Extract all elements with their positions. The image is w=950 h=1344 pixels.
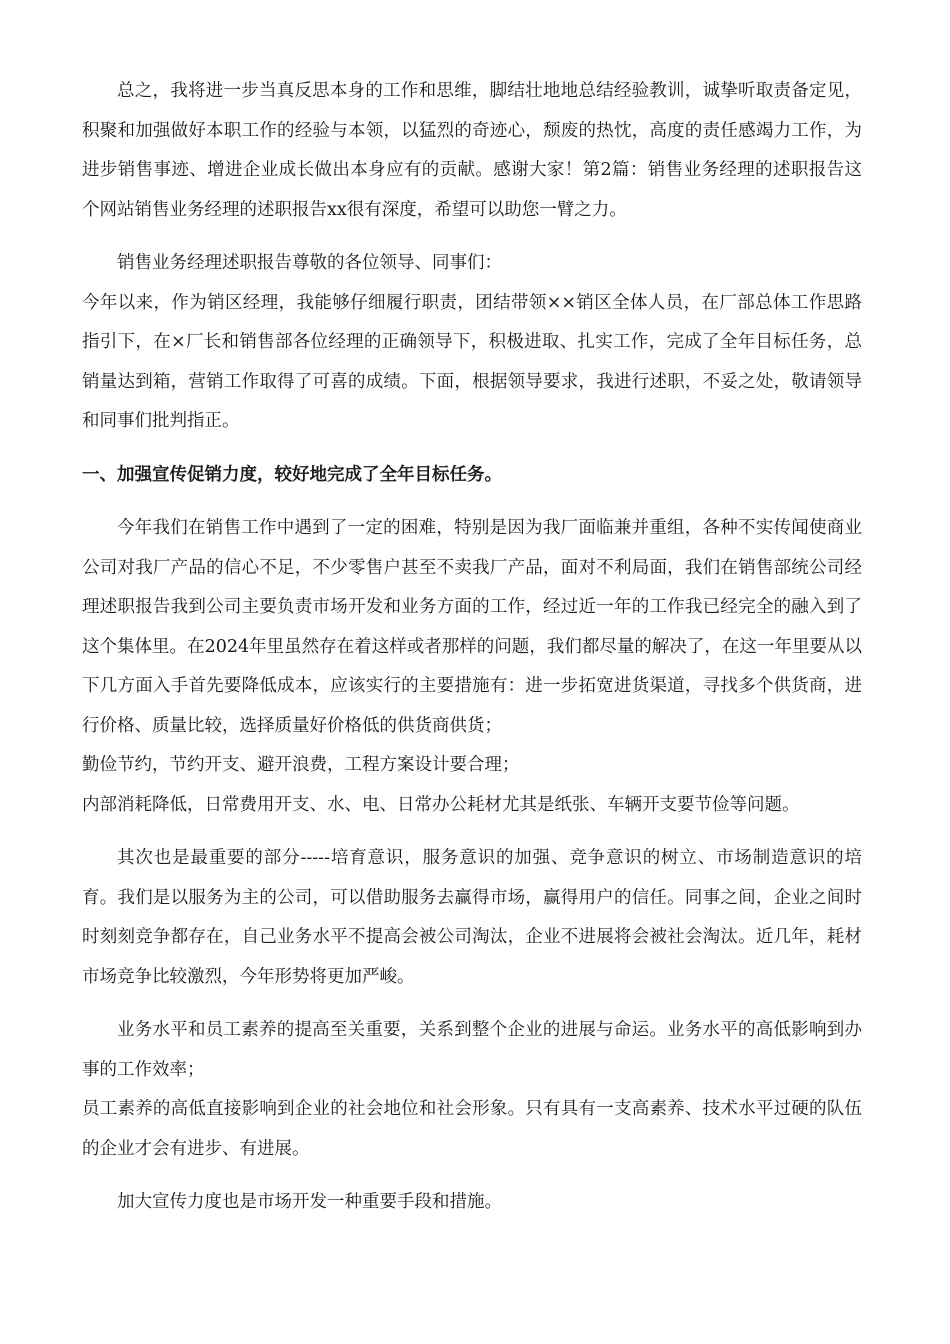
paragraph: 今年以来，作为销区经理，我能够仔细履行职责，团结带领××销区全体人员，在厂部总体工作思路指引下，在×厂长和销售部各位经理的正确领导下，积极进取、扎实工作，完成了全年目标任务，总销量达到箱，营销工作取得了可喜的成绩。下面，根据领导要求，我进行述职，不妥之处，敬请领导和同事们批判指正。 xyxy=(82,292,862,431)
paragraph: 今年我们在销售工作中遇到了一定的困难，特别是因为我厂面临兼并重组，各种不实传闻使商业公司对我厂产品的信心不足，不少零售户甚至不卖我厂产品，面对不利局面，我们在销售部统公司经理述职报告我到公司主要负责市场开发和业务方面的工作，经过近一年的工作我已经完全的融入到了这个集体里。在2024年里虽然存在着这样或者那样的问题，我们都尽量的解决了，在这一年里要从以下几方面入手首先要降低成本，应该实行的主要措施有：进一步拓宽进货渠道，寻找多个供货商，进行价格、质量比较，选择质量好价格低的供货商供货； xyxy=(82,518,862,736)
paragraph: 其次也是最重要的部分-----培育意识，服务意识的加强、竞争意识的树立、市场制造意识的培育。我们是以服务为主的公司，可以借助服务去赢得市场，赢得用户的信任。同事之间，企业之间时时刻刻竞争都存在，自己业务水平不提高会被公司淘汰，企业不进展将会被社会淘汰。近几年，耗材市场竞争比较激烈，今年形势将更加严峻。 xyxy=(82,848,862,987)
paragraph: 销售业务经理述职报告尊敬的各位领导、同事们： xyxy=(117,253,502,273)
document-body xyxy=(82,72,862,1223)
paragraph: 加大宣传力度也是市场开发一种重要手段和措施。 xyxy=(117,1192,502,1212)
paragraph: 内部消耗降低，日常费用开支、水、电、日常办公耗材尤其是纸张、车辆开支要节俭等问题。 xyxy=(82,794,800,815)
paragraph: 业务水平和员工素养的提高至关重要，关系到整个企业的进展与命运。业务水平的高低影响到办事的工作效率； xyxy=(82,1020,862,1080)
paragraph: 员工素养的高低直接影响到企业的社会地位和社会形象。只有具有一支高素养、技术水平过硬的队伍的企业才会有进步、有进展。 xyxy=(82,1099,862,1159)
paragraph: 勤俭节约，节约开支、避开浪费，工程方案设计要合理； xyxy=(82,755,520,775)
paragraph: 总之，我将进一步当真反思本身的工作和思维，脚结壮地地总结经验教训，诚挚听取责备定见，积聚和加强做好本职工作的经验与本领，以猛烈的奇迹心，颓废的热忱，高度的责任感竭力工作，为进步销售事迹、增进企业成长做出本身应有的贡献。感谢大家！第2篇：销售业务经理的述职报告这个网站销售业务经理的述职报告xx很有深度，希望可以助您一臂之力。 xyxy=(82,81,862,220)
section-heading: 一、加强宣传促销力度，较好地完成了全年目标任务。 xyxy=(82,464,502,485)
